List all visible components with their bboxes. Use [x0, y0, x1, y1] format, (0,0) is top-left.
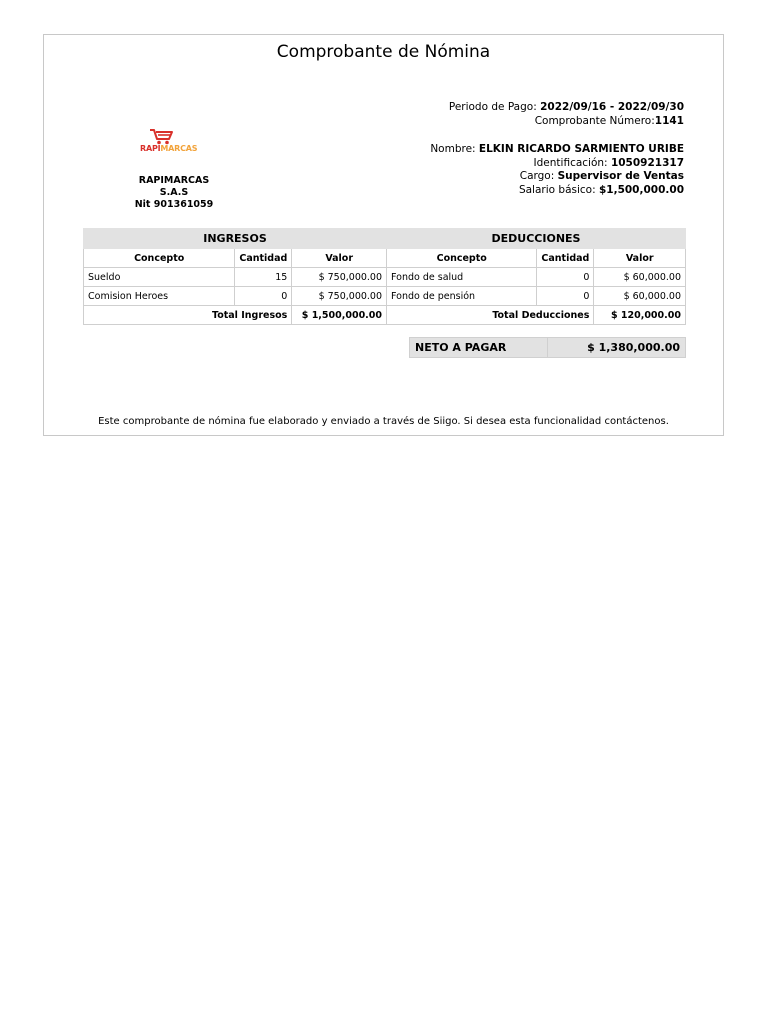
receipt-number-value: 1141 [654, 115, 684, 127]
section-header-row [84, 229, 686, 249]
ingreso-valor: $ 750,000.00 [292, 268, 387, 287]
pay-period [449, 101, 684, 113]
company-info [124, 175, 224, 211]
employee-id-value: 1050921317 [610, 157, 684, 169]
footer-note: Este comprobante de nómina fue elaborado y enviado a través de Siigo. Si desea esta funcionalidad contáctenos. [98, 416, 669, 427]
payroll-receipt [43, 34, 724, 436]
logo-wordmark: RAPIMARCAS [140, 144, 198, 153]
base-salary-label: Salario básico: [518, 184, 599, 196]
deduccion-concepto: Fondo de salud [387, 268, 537, 287]
col-cantidad: Cantidad [537, 249, 594, 268]
ingreso-cantidad: 0 [235, 287, 292, 306]
receipt-number [535, 115, 684, 127]
ingreso-concepto: Sueldo [84, 268, 235, 287]
company-name: RAPIMARCAS S.A.S [138, 175, 210, 198]
deduccion-cantidad: 0 [537, 268, 594, 287]
employee-name [430, 143, 684, 155]
deduccion-concepto: Fondo de pensión [387, 287, 537, 306]
col-cantidad: Cantidad [235, 249, 292, 268]
employee-position [520, 170, 684, 182]
ingreso-concepto: Comision Heroes [84, 287, 235, 306]
company-nit: Nit 901361059 [134, 199, 214, 210]
totals-row [84, 306, 686, 325]
employee-name-label: Nombre: [430, 143, 479, 155]
col-valor: Valor [594, 249, 686, 268]
deduccion-cantidad: 0 [537, 287, 594, 306]
table-row [84, 268, 686, 287]
position-value: Supervisor de Ventas [557, 170, 684, 182]
employee-name-value: ELKIN RICARDO SARMIENTO URIBE [478, 143, 684, 155]
position-label: Cargo: [519, 170, 558, 182]
base-salary [519, 184, 684, 196]
deduccion-valor: $ 60,000.00 [594, 268, 686, 287]
base-salary-value: $1,500,000.00 [598, 184, 684, 196]
ingreso-valor: $ 750,000.00 [292, 287, 387, 306]
total-ingresos-value: $ 1,500,000.00 [292, 306, 387, 325]
net-pay-label: NETO A PAGAR [410, 338, 548, 358]
company-logo [140, 128, 210, 158]
total-deducciones-label: Total Deducciones [387, 306, 594, 325]
employee-id-label: Identificación: [533, 157, 611, 169]
ingresos-title: INGRESOS [84, 229, 387, 249]
deduccion-valor: $ 60,000.00 [594, 287, 686, 306]
deducciones-title: DEDUCCIONES [387, 229, 686, 249]
total-ingresos-label: Total Ingresos [84, 306, 292, 325]
pay-period-value: 2022/09/16 - 2022/09/30 [540, 101, 684, 113]
pay-period-label: Periodo de Pago: [448, 101, 541, 113]
total-deducciones-value: $ 120,000.00 [594, 306, 686, 325]
net-pay-value: $ 1,380,000.00 [548, 338, 686, 358]
table-row [84, 287, 686, 306]
payroll-table [83, 228, 686, 325]
ingreso-cantidad: 15 [235, 268, 292, 287]
employee-id [534, 157, 684, 169]
net-pay-table [409, 337, 686, 358]
page-title: Comprobante de Nómina [276, 42, 491, 62]
column-header-row [84, 249, 686, 268]
receipt-number-label: Comprobante Número: [534, 115, 655, 127]
col-concepto: Concepto [387, 249, 537, 268]
col-valor: Valor [292, 249, 387, 268]
col-concepto: Concepto [84, 249, 235, 268]
